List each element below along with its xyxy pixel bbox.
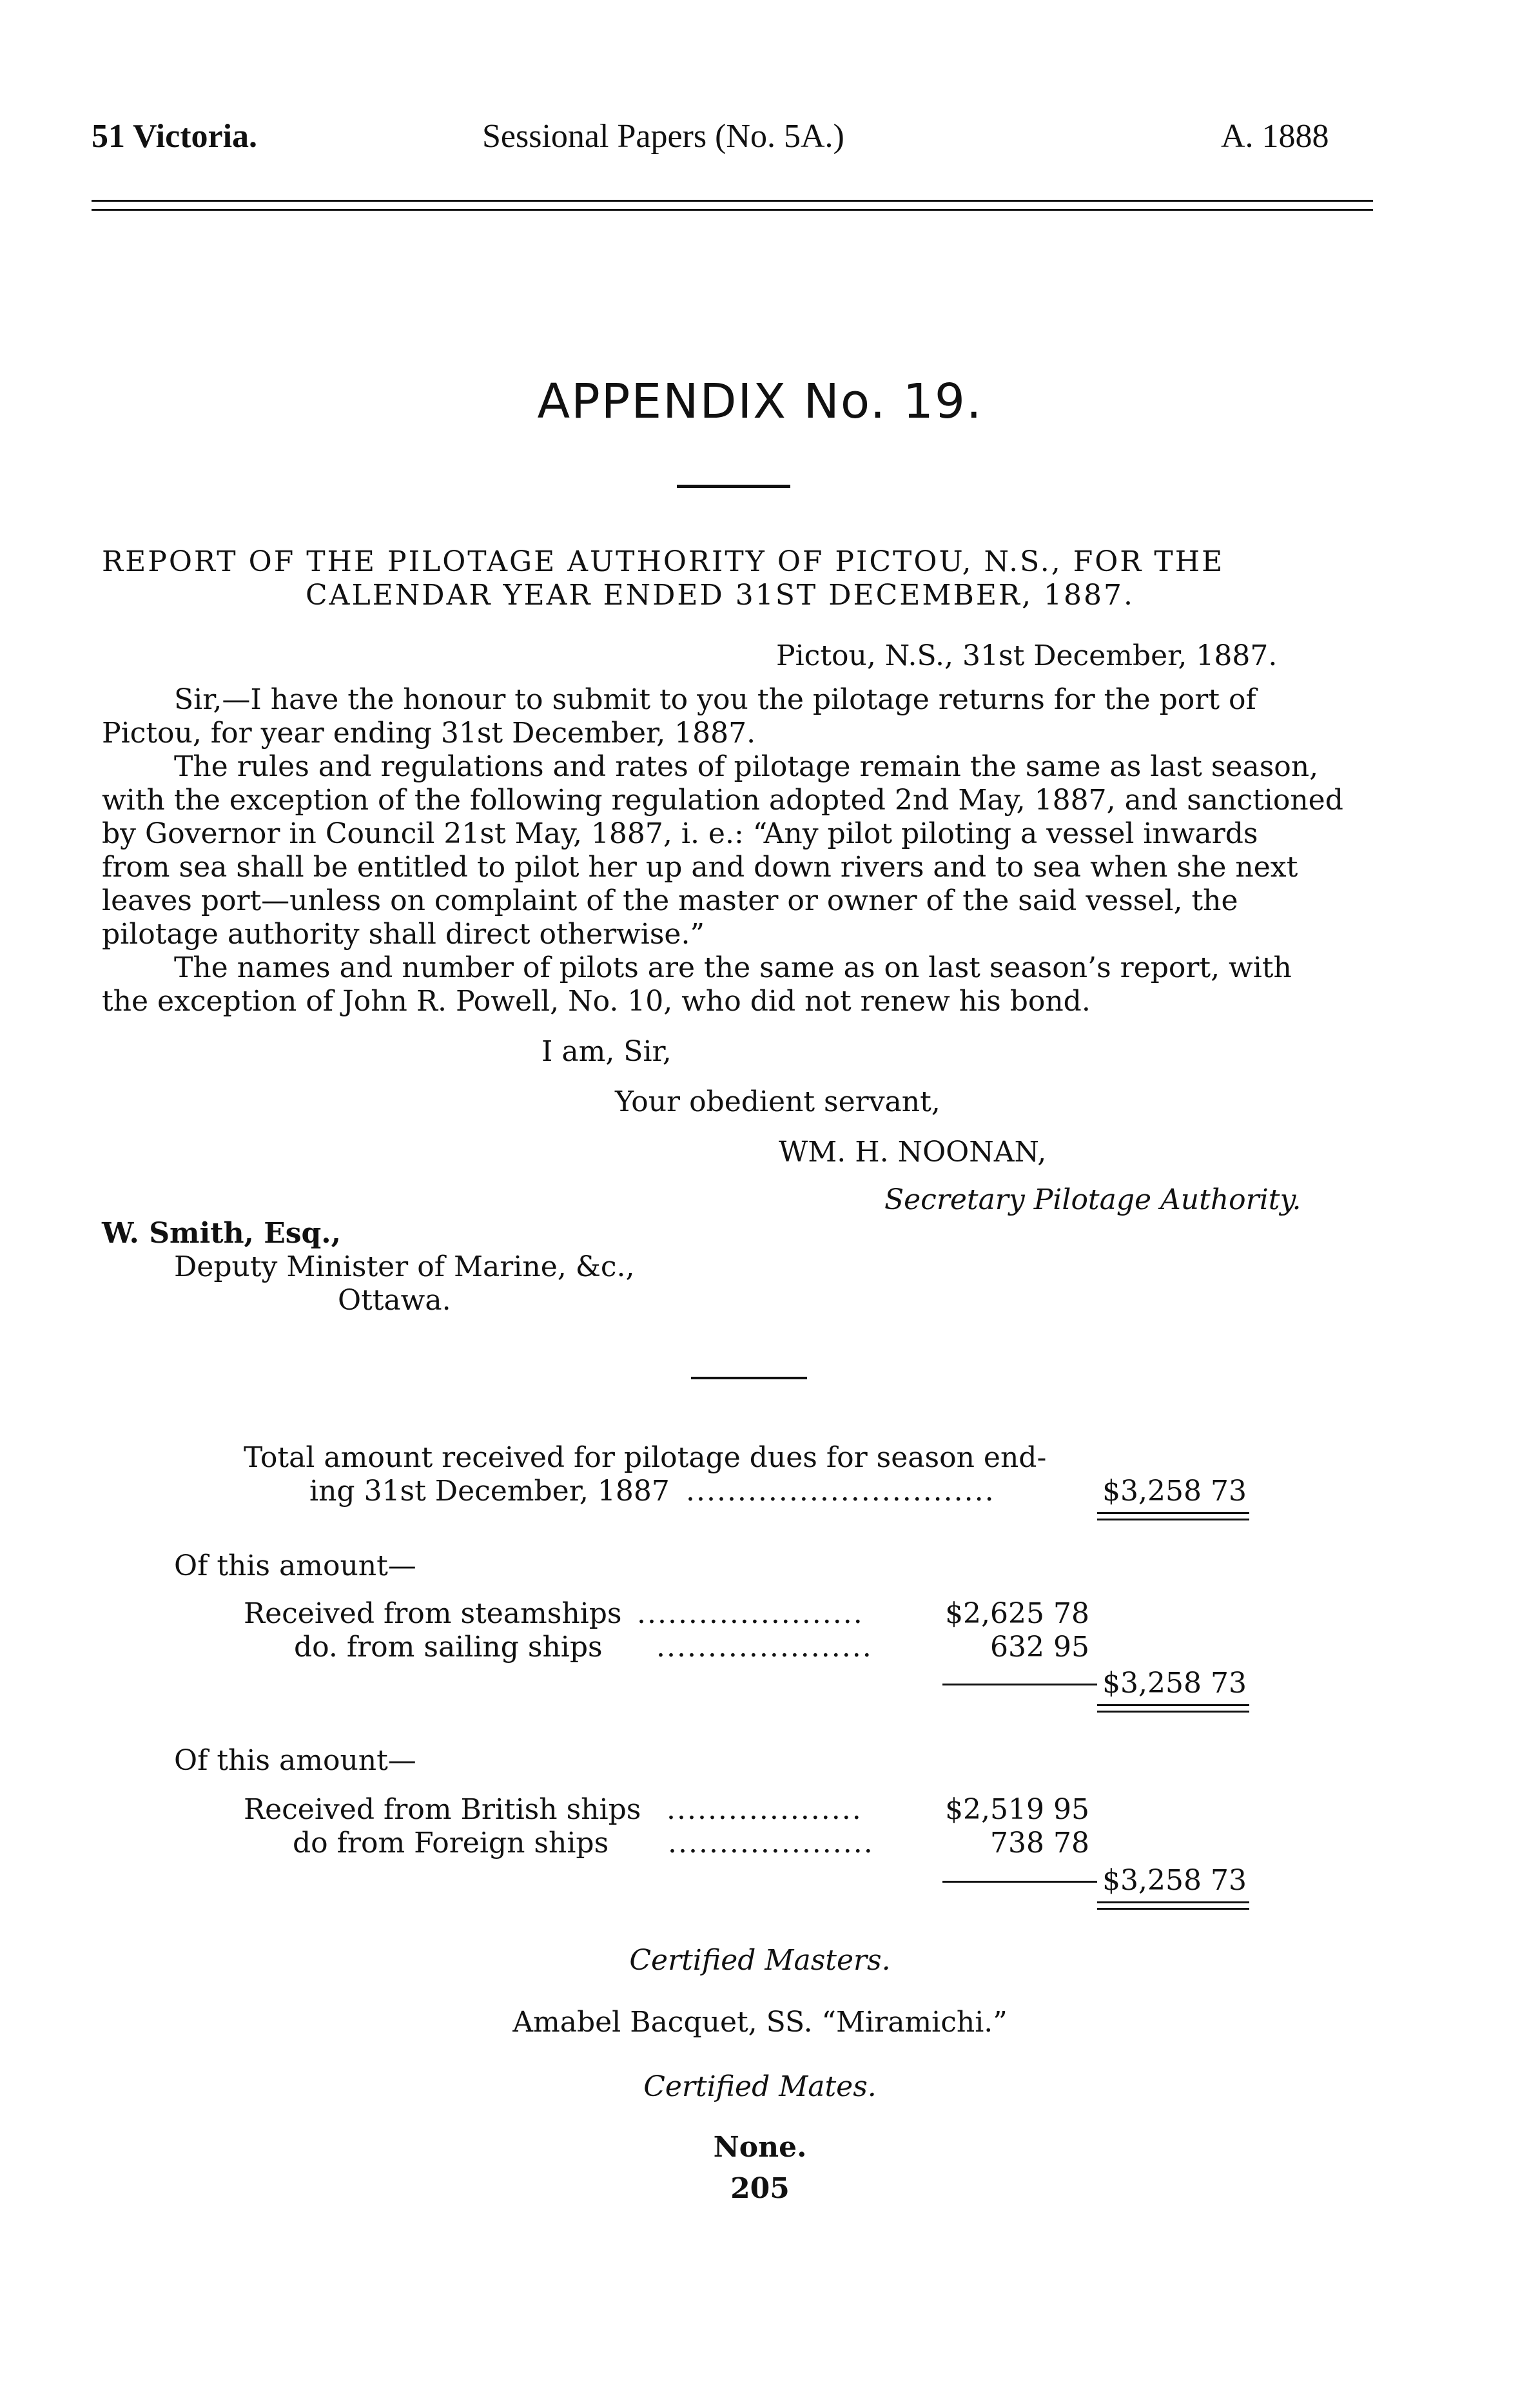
foreign-leader-dots: .................... (668, 1827, 874, 1859)
letter-p2-line-4: from sea shall be entitled to pilot her up and down rivers and to sea when she next (102, 851, 1298, 884)
section2-double-rule-2 (1097, 1908, 1249, 1910)
header-rule-bottom (92, 209, 1373, 211)
title-divider (677, 485, 790, 488)
sailing-ships-value: 632 95 (990, 1631, 1089, 1664)
steamships-value: $2,625 78 (945, 1597, 1089, 1630)
header-year: A. 1888 (1221, 118, 1329, 155)
section2-double-rule-1 (1097, 1901, 1249, 1903)
closing-servant: Your obedient servant, (615, 1085, 940, 1118)
report-title-line-2: CALENDAR YEAR ENDED 31ST DECEMBER, 1887. (306, 579, 1135, 612)
total-leader-dots: .............................. (686, 1475, 995, 1508)
letter-p2-line-6: pilotage authority shall direct otherwise.” (102, 918, 705, 951)
sailing-ships-label: do. from sailing ships (294, 1631, 603, 1664)
header-volume: 51 Victoria. (92, 118, 258, 155)
section-divider (691, 1377, 807, 1379)
letter-p3-line-2: the exception of John R. Powell, No. 10, who did not renew his bond. (102, 985, 1091, 1018)
dateline: Pictou, N.S., 31st December, 1887. (776, 639, 1278, 672)
addressee-title: Deputy Minister of Marine, &c., (174, 1250, 635, 1283)
letter-p3-line-1: The names and number of pilots are the same as on last season’s report, with (174, 951, 1292, 984)
british-ships-value: $2,519 95 (945, 1793, 1089, 1826)
letter-p2-line-1: The rules and regulations and rates of pilotage remain the same as last season, (174, 750, 1319, 783)
letter-p2-line-2: with the exception of the following regulation adopted 2nd May, 1887, and sanctioned (102, 784, 1343, 817)
british-leader-dots: ................... (667, 1793, 862, 1826)
letter-p2-line-5: leaves port—unless on complaint of the master or owner of the said vessel, the (102, 884, 1238, 917)
signature-title: Secretary Pilotage Authority. (884, 1183, 1301, 1216)
foreign-ships-label: do from Foreign ships (293, 1827, 609, 1859)
section1-double-rule-2 (1097, 1711, 1249, 1713)
closing-salutation: I am, Sir, (541, 1035, 672, 1068)
report-title-line-1: REPORT OF THE PILOTAGE AUTHORITY OF PICTOU, N.S., FOR THE (102, 545, 1225, 578)
steamships-label: Received from steamships (244, 1597, 622, 1630)
sailing-leader-dots: ..................... (656, 1631, 873, 1664)
section2-sum-rule (942, 1881, 1097, 1883)
total-label-line-1: Total amount received for pilotage dues for season end- (244, 1441, 1047, 1474)
letter-p2-line-3: by Governor in Council 21st May, 1887, i. e.: “Any pilot piloting a vessel inwards (102, 817, 1258, 850)
certified-masters-heading: Certified Masters. (629, 1944, 891, 1977)
addressee-name: W. Smith, Esq., (102, 1217, 341, 1250)
signature: WM. H. NOONAN, (779, 1136, 1047, 1169)
addressee-city: Ottawa. (338, 1284, 451, 1317)
total-label-line-2: ing 31st December, 1887 (309, 1475, 670, 1508)
section2-total: $3,258 73 (1102, 1864, 1247, 1897)
certified-mates-entry: None. (713, 2131, 807, 2164)
header-sessional-papers: Sessional Papers (No. 5A.) (482, 118, 844, 155)
certified-masters-entry: Amabel Bacquet, SS. “Miramichi.” (512, 2006, 1008, 2039)
section1-double-rule-1 (1097, 1704, 1249, 1706)
total-double-rule-2 (1097, 1519, 1249, 1520)
total-double-rule-1 (1097, 1512, 1249, 1514)
section1-total: $3,258 73 (1102, 1667, 1247, 1700)
section2-heading: Of this amount— (174, 1744, 416, 1777)
letter-p1-line-1: Sir,—I have the honour to submit to you the pilotage returns for the port of (174, 683, 1256, 716)
header-rule-top (92, 200, 1373, 202)
steamships-leader-dots: ...................... (637, 1597, 864, 1630)
section1-sum-rule (942, 1684, 1097, 1685)
section1-heading: Of this amount— (174, 1549, 416, 1582)
certified-mates-heading: Certified Mates. (643, 2070, 877, 2103)
page-number: 205 (730, 2172, 790, 2205)
british-ships-label: Received from British ships (244, 1793, 641, 1826)
letter-p1-line-2: Pictou, for year ending 31st December, 1887. (102, 717, 756, 750)
appendix-title: APPENDIX No. 19. (537, 374, 983, 429)
foreign-ships-value: 738 78 (990, 1827, 1089, 1859)
total-value: $3,258 73 (1102, 1475, 1247, 1508)
